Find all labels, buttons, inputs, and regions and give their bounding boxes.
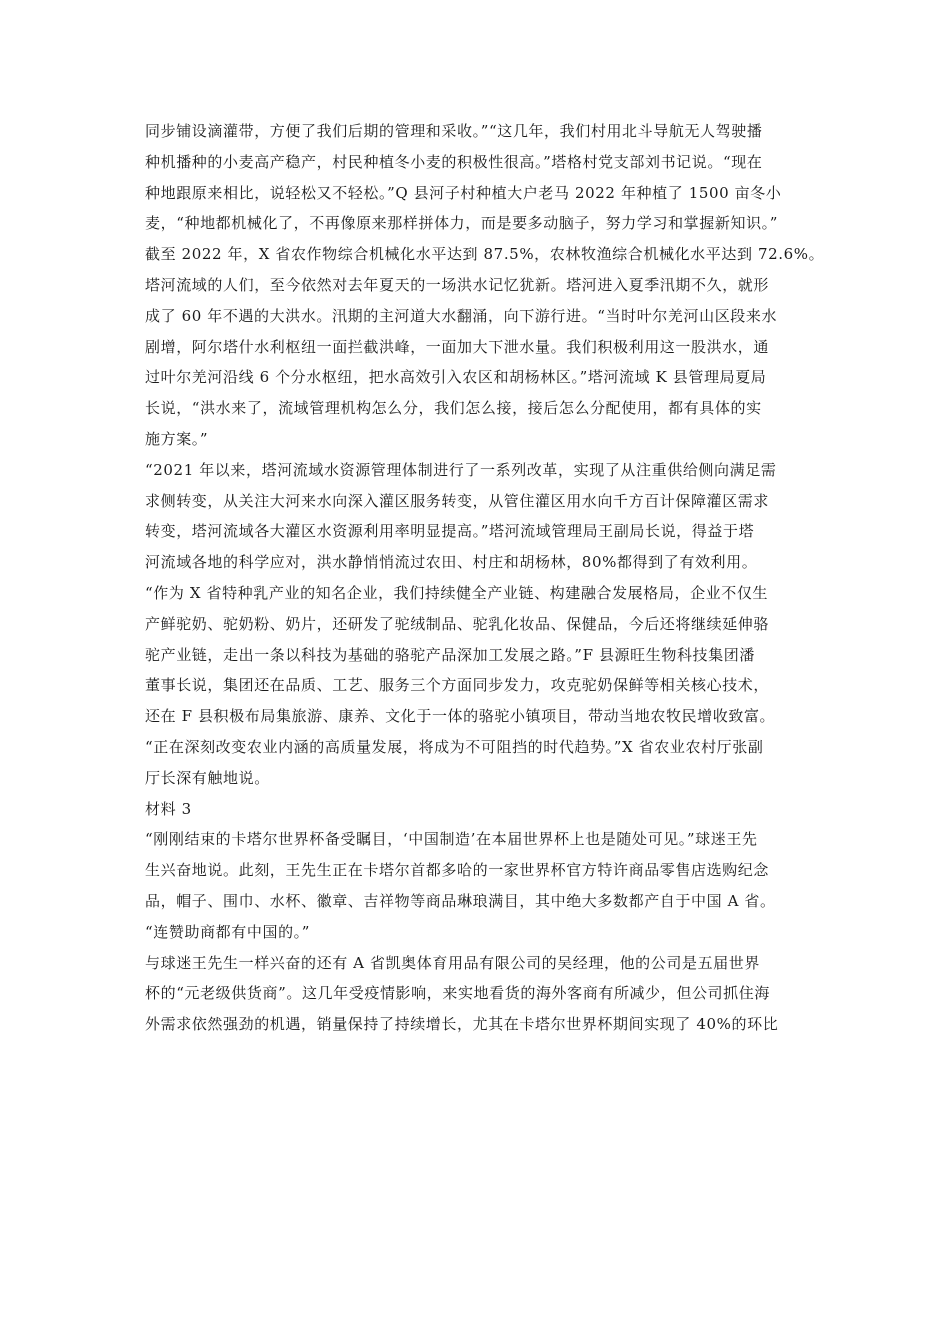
text-line: “刚刚结束的卡塔尔世界杯备受瞩目，‘中国制造’在本届世界杯上也是随处可见。”球迷王先: [145, 830, 758, 849]
section-heading: 材料 3: [145, 799, 192, 818]
text-line: 塔河流域的人们，至今依然对去年夏天的一场洪水记忆犹新。塔河进入夏季汛期不久，就形: [145, 275, 770, 294]
text-line: 麦，“种地都机械化了，不再像原来那样拼体力，而是要多动脑子，努力学习和掌握新知识。”: [145, 214, 779, 233]
text-line: 杯的“元老级供货商”。这几年受疫情影响，来实地看货的海外客商有所减少，但公司抓住海: [145, 984, 770, 1003]
text-line: 产鲜驼奶、驼奶粉、奶片，还研发了驼绒制品、驼乳化妆品、保健品，今后还将继续延伸骆: [145, 614, 770, 633]
text-line: “连赞助商都有中国的。”: [145, 922, 311, 941]
text-line: 同步铺设滴灌带，方便了我们后期的管理和采收。”“这几年，我们村用北斗导航无人驾驶播: [145, 122, 763, 140]
text-line: 与球迷王先生一样兴奋的还有 A 省凯奥体育用品有限公司的吴经理，他的公司是五届世界: [145, 953, 760, 972]
text-line: 长说，“洪水来了，流域管理机构怎么分，我们怎么接，接后怎么分配使用，都有具体的实: [145, 399, 762, 418]
text-line: 种地跟原来相比，说轻松又不轻松。”Q 县河子村种植大户老马 2022 年种植了 1500 亩冬小: [145, 183, 782, 202]
text-line: 驼产业链，走出一条以科技为基础的骆驼产品深加工发展之路。”F 县源旺生物科技集团潘: [145, 645, 755, 664]
text-line: 厅长深有触地说。: [145, 768, 270, 787]
text-line: 过叶尔羌河沿线 6 个分水枢纽，把水高效引入农区和胡杨林区。”塔河流域 K 县管理局夏局: [145, 368, 767, 387]
text-line: “正在深刻改变农业内涵的高质量发展，将成为不可阻挡的时代趋势。”X 省农业农村厅张副: [145, 737, 764, 756]
text-line: “作为 X 省特种乳产业的知名企业，我们持续健全产业链、构建融合发展格局，企业不仅生: [145, 583, 769, 602]
text-line: 外需求依然强劲的机遇，销量保持了持续增长，尤其在卡塔尔世界杯期间实现了 40%的环比: [145, 1015, 779, 1034]
body-text: [145, 116, 857, 1040]
text-line: 河流域各地的科学应对，洪水静悄悄流过农田、村庄和胡杨林，80%都得到了有效利用。: [145, 553, 758, 572]
text-line: 剧增，阿尔塔什水利枢纽一面拦截洪峰，一面加大下泄水量。我们积极利用这一股洪水，通: [145, 337, 770, 356]
text-line: 董事长说，集团还在品质、工艺、服务三个方面同步发力，攻克驼奶保鲜等相关核心技术，: [145, 676, 770, 695]
text-line: 成了 60 年不遇的大洪水。汛期的主河道大水翻涌，向下游行进。“当时叶尔羌河山区段来水: [145, 306, 778, 325]
text-line: 截至 2022 年，X 省农作物综合机械化水平达到 87.5%，农林牧渔综合机械化水平达到 72.6%。: [145, 245, 825, 264]
text-line: 还在 F 县积极布局集旅游、康养、文化于一体的骆驼小镇项目，带动当地农牧民增收致富。: [145, 707, 776, 726]
text-line: 求侧转变，从关注大河来水向深入灌区服务转变，从管住灌区用水向千方百计保障灌区需求: [145, 491, 770, 510]
text-line: 生兴奋地说。此刻，王先生正在卡塔尔首都多哈的一家世界杯官方特许商品零售店选购纪念: [145, 861, 770, 880]
text-line: 品，帽子、围巾、水杯、徽章、吉祥物等商品琳琅满目，其中绝大多数都产自于中国 A 省。: [145, 891, 776, 910]
text-line: 施方案。”: [145, 429, 209, 448]
text-line: 转变，塔河流域各大灌区水资源利用率明显提高。”塔河流域管理局王副局长说，得益于塔: [145, 522, 755, 541]
text-line: 种机播种的小麦高产稳产，村民种植冬小麦的积极性很高。”塔格村党支部刘书记说。“现在: [145, 152, 763, 171]
text-line: “2021 年以来，塔河流域水资源管理体制进行了一系列改革，实现了从注重供给侧向满足需: [145, 460, 777, 479]
